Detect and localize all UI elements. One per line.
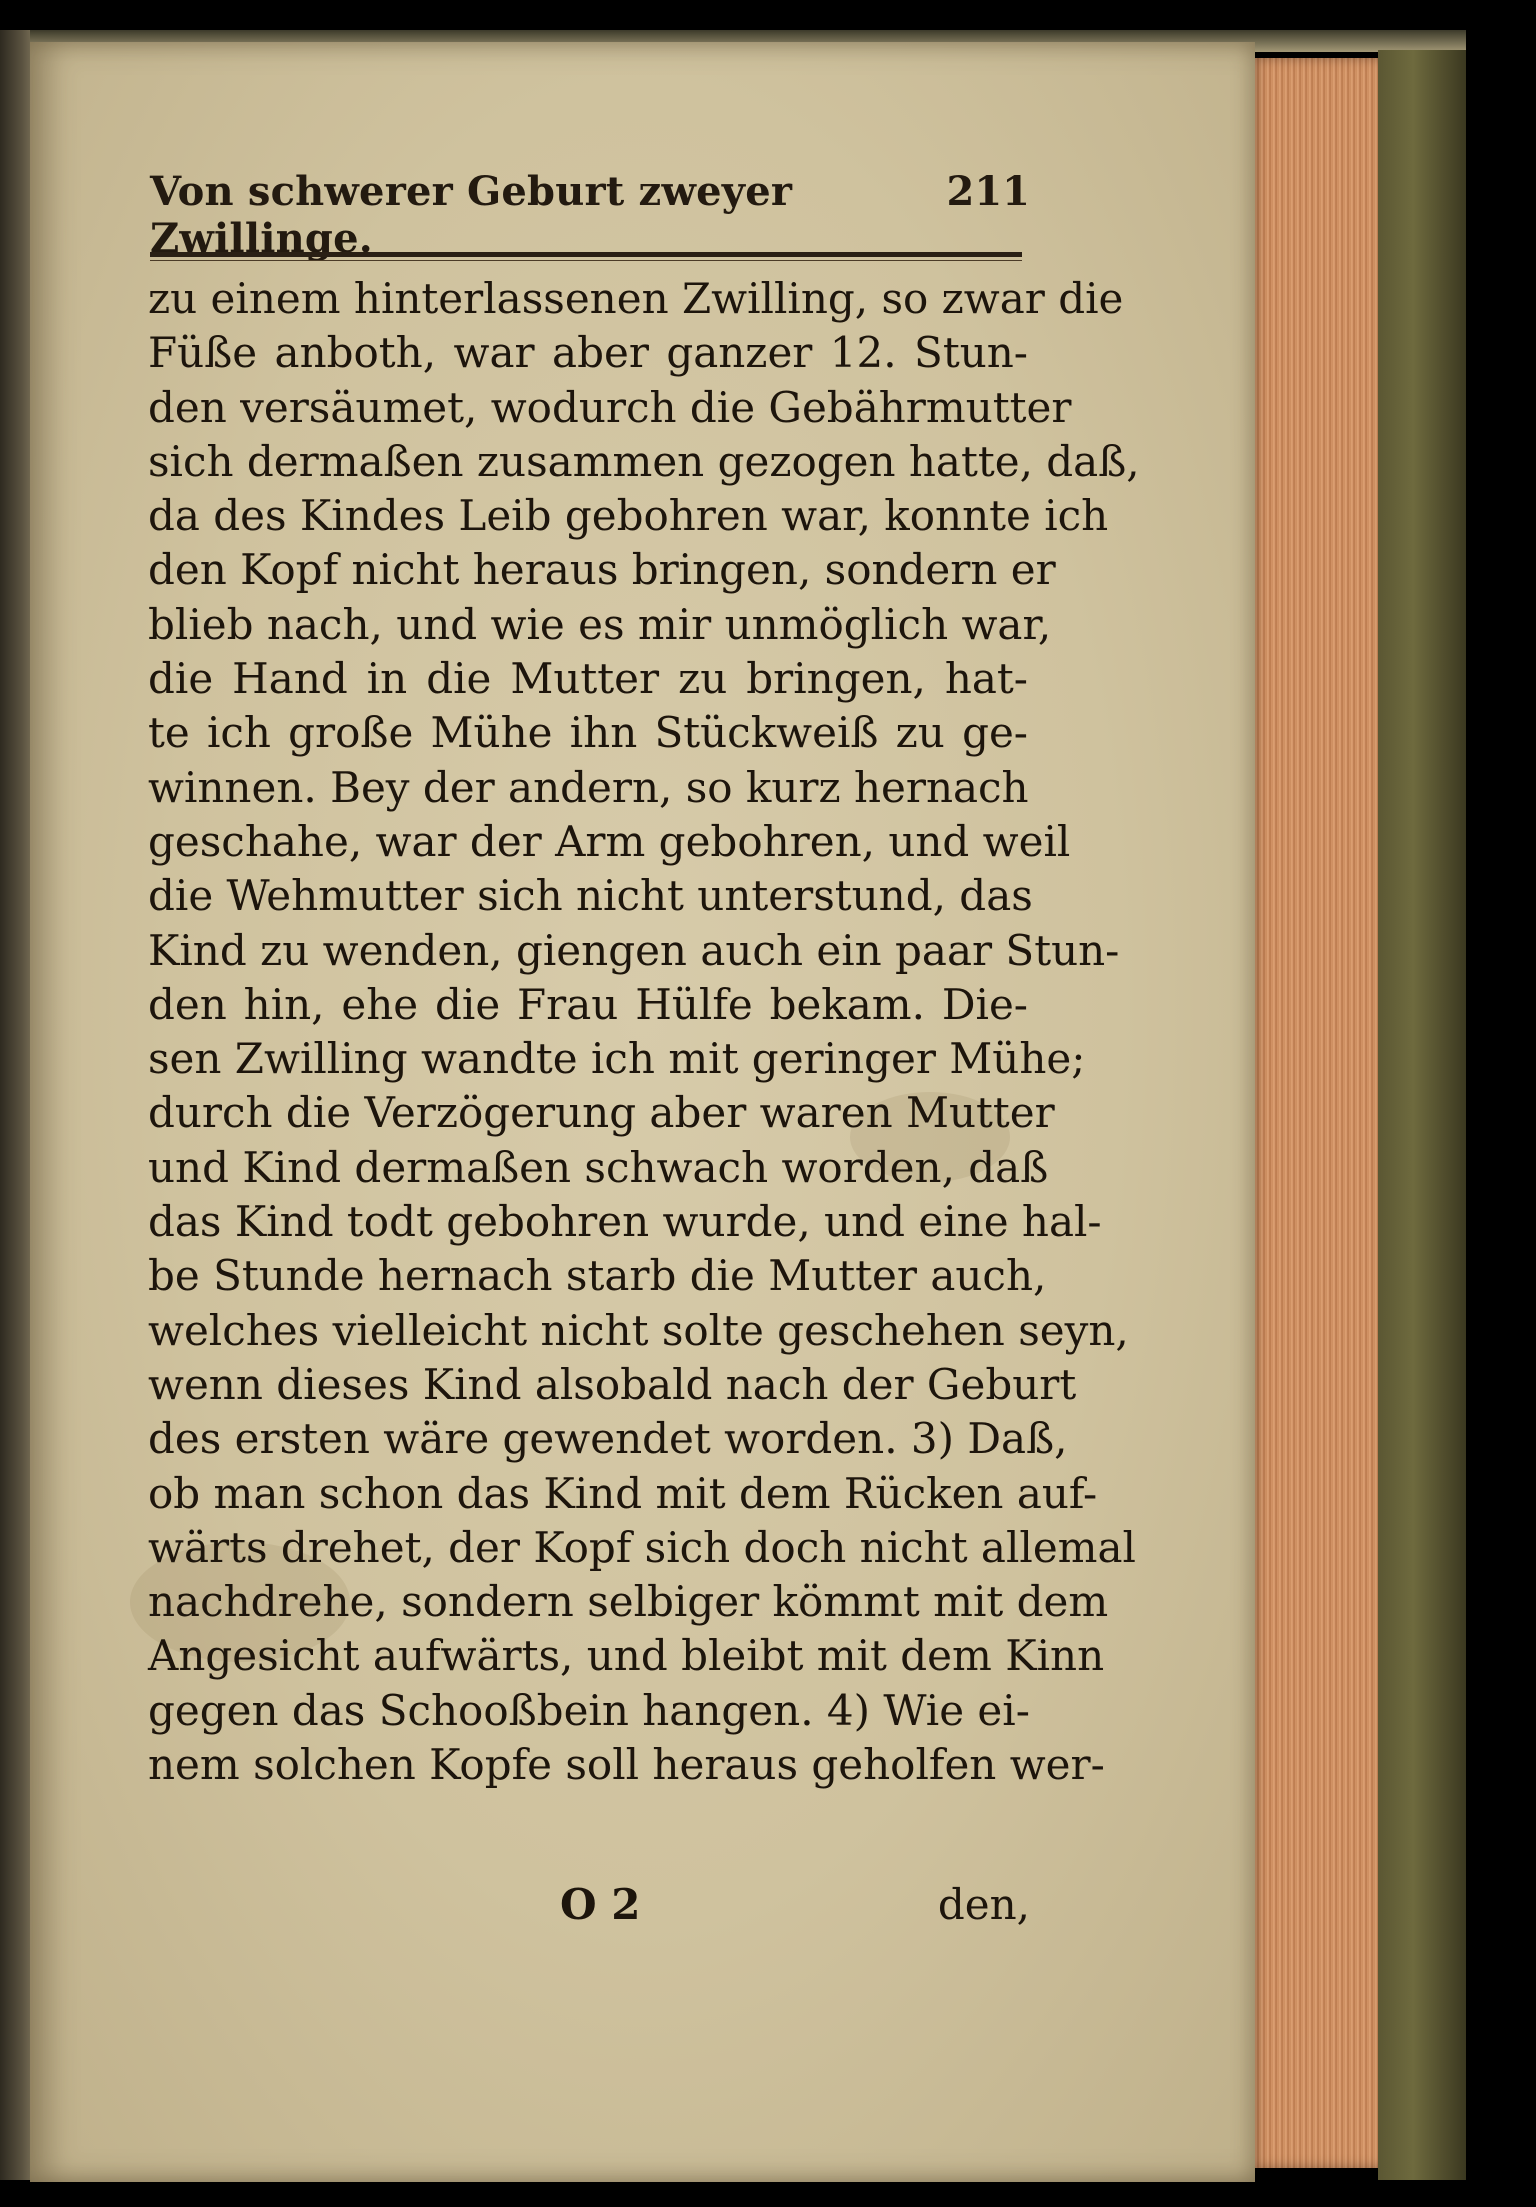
text-line: die Hand in die Mutter zu bringen, hat- [148, 654, 1028, 704]
text-line: des ersten wäre gewendet worden. 3) Daß, [148, 1414, 1068, 1464]
text-line: blieb nach, und wie es mir unmöglich war, [148, 599, 1052, 649]
signature-mark: O 2 [560, 1880, 641, 1929]
text-line: winnen. Bey der andern, so kurz hernach [148, 762, 1029, 812]
book-cover-edge [1378, 50, 1466, 2180]
text-line: nachdrehe, sondern selbiger kömmt mit dem [148, 1577, 1109, 1627]
text-line: Kind zu wenden, giengen auch ein paar Stun- [148, 925, 1120, 975]
text-line: be Stunde hernach starb die Mutter auch, [148, 1251, 1047, 1301]
page-number: 211 [946, 168, 1030, 215]
text-line: durch die Verzögerung aber waren Mutter [148, 1088, 1055, 1138]
text-line: und Kind dermaßen schwach worden, daß [148, 1142, 1049, 1192]
text-line: sen Zwilling wandte ich mit geringer Mühe; [148, 1034, 1086, 1084]
page-header [150, 168, 1030, 262]
text-line: das Kind todt gebohren wurde, und eine hal- [148, 1197, 1102, 1247]
running-title: Von schwerer Geburt zweyer Zwillinge. [150, 168, 793, 262]
text-line: zu einem hinterlassenen Zwilling, so zwar die [148, 274, 1124, 323]
text-line: gegen das Schooßbein hangen. 4) Wie ei- [148, 1685, 1030, 1735]
text-line: den versäumet, wodurch die Gebährmutter [148, 382, 1072, 432]
text-line: geschahe, war der Arm gebohren, und weil [148, 816, 1071, 866]
text-line: da des Kindes Leib gebohren war, konnte ich [148, 491, 1109, 541]
body-text [148, 272, 1140, 1792]
header-rule [150, 252, 1022, 257]
page-footer [560, 1880, 1030, 1940]
text-line: den Kopf nicht heraus bringen, sondern er [148, 545, 1056, 595]
text-line: sich dermaßen zusammen gezogen hatte, daß, [148, 436, 1140, 486]
text-line: te ich große Mühe ihn Stückweiß zu ge- [148, 708, 1028, 758]
catchword: den, [937, 1880, 1030, 1929]
text-line: Angesicht aufwärts, und bleibt mit dem Kinn [148, 1631, 1105, 1681]
header-rule-thin [150, 260, 1022, 261]
text-line: nem solchen Kopfe soll heraus geholfen wer- [148, 1740, 1105, 1790]
page-edges [1248, 58, 1378, 2168]
text-line: den hin, ehe die Frau Hülfe bekam. Die- [148, 979, 1028, 1029]
text-line: wenn dieses Kind alsobald nach der Geburt [148, 1359, 1077, 1409]
text-line: die Wehmutter sich nicht unterstund, das [148, 871, 1033, 921]
text-line: Füße anboth, war aber ganzer 12. Stun- [148, 328, 1028, 378]
text-line: wärts drehet, der Kopf sich doch nicht allemal [148, 1522, 1136, 1572]
text-line: ob man schon das Kind mit dem Rücken auf- [148, 1468, 1098, 1518]
text-line: welches vielleicht nicht solte geschehen seyn, [148, 1305, 1129, 1355]
